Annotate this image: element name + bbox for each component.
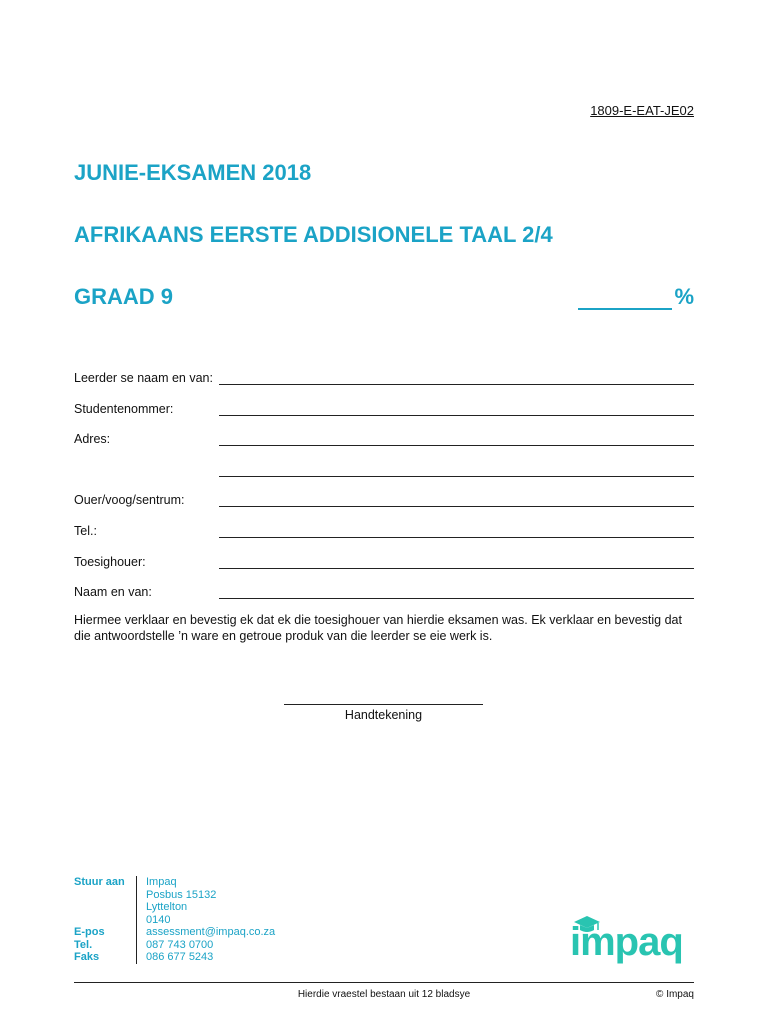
field-learner-name[interactable] bbox=[74, 367, 694, 385]
field-line[interactable] bbox=[219, 537, 694, 538]
subject-title: AFRIKAANS EERSTE ADDISIONELE TAAL 2/4 bbox=[74, 222, 553, 247]
contact-values bbox=[146, 876, 406, 964]
tel-label: Tel. bbox=[74, 938, 93, 951]
copyright-text: © Impaq bbox=[656, 989, 694, 1000]
declaration-text: Hiermee verklaar en bevestig ek dat ek die toesighouer van hierdie eksamen was. Ek verklaar en bevestig dat die antwoordstelle ’n ware en getroue produk van die leerder se eie werk is. bbox=[74, 613, 682, 643]
page-count-text: Hierdie vraestel bestaan uit 12 bladsye bbox=[297, 989, 471, 1000]
address-line: Posbus 15132 bbox=[146, 888, 217, 901]
field-line[interactable] bbox=[219, 506, 694, 507]
footer-rule bbox=[74, 982, 694, 983]
field-student-number[interactable] bbox=[74, 398, 694, 416]
tel-value: 087 743 0700 bbox=[146, 938, 214, 951]
address-line: 0140 bbox=[146, 913, 171, 926]
fax-value: 086 677 5243 bbox=[146, 951, 214, 963]
address-line: Lyttelton bbox=[146, 901, 188, 913]
signature-line[interactable] bbox=[284, 704, 483, 705]
field-tel[interactable] bbox=[74, 520, 694, 538]
send-to-label: Stuur aan bbox=[74, 876, 125, 888]
field-address-line-2[interactable] bbox=[74, 459, 694, 477]
exam-title: JUNIE-EKSAMEN 2018 bbox=[74, 160, 312, 185]
percent-symbol: % bbox=[674, 284, 694, 309]
signature-label: Handtekening bbox=[344, 708, 423, 722]
field-label: Leerder se naam en van: bbox=[74, 371, 213, 385]
document-code: 1809-E-EAT-JE02 bbox=[590, 103, 694, 118]
field-address[interactable] bbox=[74, 428, 694, 446]
field-line[interactable] bbox=[219, 445, 694, 446]
field-line[interactable] bbox=[219, 415, 694, 416]
address-line: Impaq bbox=[146, 876, 177, 888]
field-label: Ouer/voog/sentrum: bbox=[74, 493, 185, 507]
field-label: Adres: bbox=[74, 432, 111, 446]
contact-divider bbox=[136, 876, 137, 964]
contact-labels bbox=[74, 876, 132, 964]
field-parent[interactable] bbox=[74, 489, 694, 507]
logo-wordmark: impaq bbox=[570, 920, 683, 964]
percent-score-field[interactable] bbox=[578, 284, 694, 310]
field-invigilator[interactable] bbox=[74, 551, 694, 569]
field-label: Toesighouer: bbox=[74, 555, 146, 569]
email-label: E-pos bbox=[74, 926, 105, 938]
score-blank[interactable] bbox=[578, 284, 672, 310]
grade-title: GRAAD 9 bbox=[74, 284, 174, 309]
fax-label: Faks bbox=[74, 951, 100, 963]
field-label: Tel.: bbox=[74, 524, 97, 538]
field-invigilator-name[interactable] bbox=[74, 581, 694, 599]
field-label: Studentenommer: bbox=[74, 402, 174, 416]
field-line[interactable] bbox=[219, 384, 694, 385]
field-line[interactable] bbox=[219, 476, 694, 477]
field-label: Naam en van: bbox=[74, 585, 152, 599]
impaq-logo bbox=[570, 912, 700, 972]
field-line[interactable] bbox=[219, 568, 694, 569]
email-value[interactable]: assessment@impaq.co.za bbox=[146, 926, 276, 938]
field-line[interactable] bbox=[219, 598, 694, 599]
